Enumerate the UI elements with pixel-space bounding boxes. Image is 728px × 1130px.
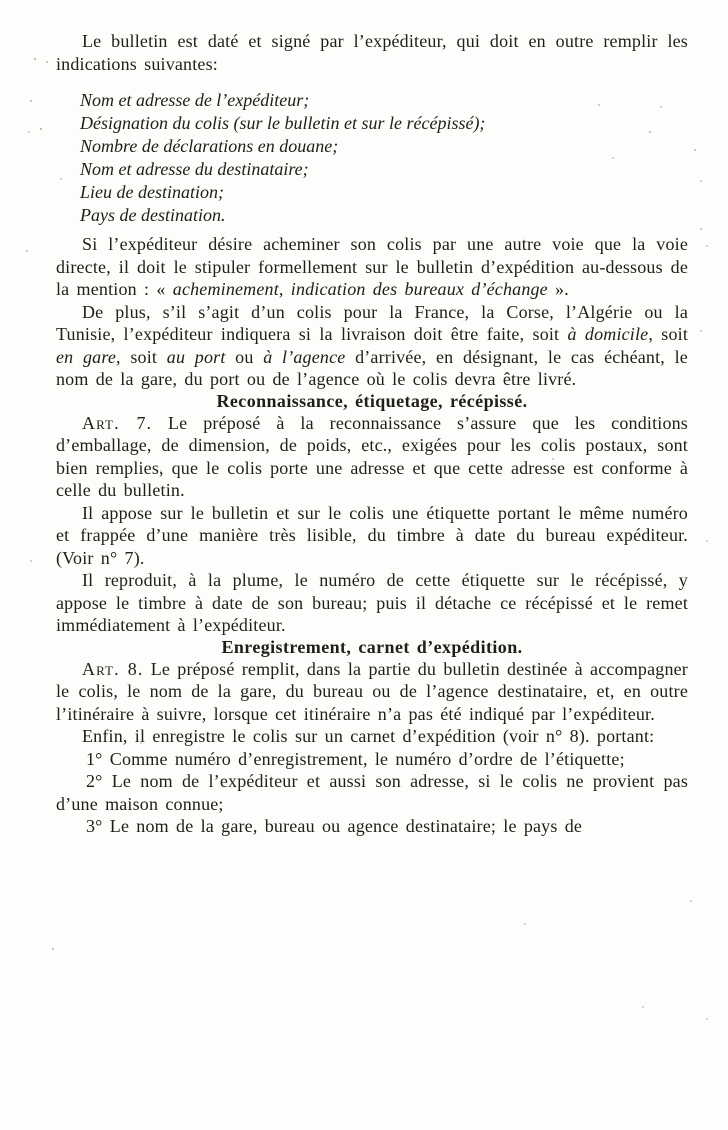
list-item-pays: Pays de destination. [80,205,226,225]
italic-segment: à domicile [567,324,649,344]
text-segment: , soit [116,346,167,367]
section-heading-reconnaissance: Reconnaissance, étiquetage, récépissé. [216,390,528,411]
paragraph-etiquette [56,502,688,570]
text-segment: ou [225,346,264,367]
text-segment: Le nom de l’expéditeur et aussi son adresse, si le colis ne provient pas d’une maison connue; [56,771,688,814]
section-heading-enregistrement: Enregistrement, carnet d’expédition. [221,636,523,657]
text-segment: De plus, s’il s’agit d’un colis pour la France, la Corse, l’Algérie ou la Tunisie, l’expéditeur indiquera si la livraison doit être faite, soit [56,301,688,344]
list-item-expediteur: Nom et adresse de l’expéditeur; [80,90,310,110]
text-segment: d’arrivée, en désignant, le cas échéant, le nom de la gare, du port ou de l’agence où le colis devra être livré. [56,346,688,389]
text-segment: Enfin, il enregistre le colis sur un carnet d’expédition (voir n° 8). portant: [82,726,655,746]
text-segment: Il appose sur le bulletin et sur le colis une étiquette portant le même numéro et frappée d’une manière très lisible, du timbre à date du bureau expéditeur. (Voir n° 7). [56,502,688,568]
numbered-item-1 [56,748,688,771]
text-segment: Le préposé à la reconnaissance s’assure que les conditions d’emballage, de dimension, de poids, etc., exigées pour les colis postaux, sont bien remplies, que le colis porte une adresse et que cette adresse est conforme à celle du bulletin. [56,412,688,500]
paragraph-acheminement [56,233,688,301]
article-number: Art. 8. [82,658,144,679]
paragraph-recepisse [56,569,688,637]
text-segment: Si l’expéditeur désire acheminer son colis par une autre voie que la voie directe, il doit le stipuler formellement sur le bulletin d’expédition au-dessous de la mention : « [56,234,688,299]
list-item-designation: Désignation du colis (sur le bulletin et sur le récépissé); [80,113,486,133]
list-item-lieu: Lieu de destination; [80,182,224,202]
italic-segment: en gare [56,346,117,367]
text-segment: , soit [648,324,688,344]
paragraph-article-7 [56,412,688,502]
italic-segment: au port [166,346,226,367]
list-item-destinataire: Nom et adresse du destinataire; [80,159,309,179]
text-column [56,30,688,838]
numbered-item-3 [56,815,688,838]
paragraph-bulletin-signature [56,30,688,75]
italic-segment: acheminement, indication des bureaux d’échange [172,279,548,299]
text-segment: ». [547,279,569,299]
item-number: 2° [86,771,103,791]
paragraph-livraison [56,301,688,391]
indications-list [56,89,688,227]
item-number: 1° [86,748,103,769]
numbered-item-2 [56,770,688,815]
text-segment: Il reproduit, à la plume, le numéro de cette étiquette sur le récépissé, y appose le timbre à date de son bureau; puis il détache ce récépissé et le remet immédiatement à l’expéditeur. [56,570,688,635]
italic-segment: à l’agence [263,346,346,367]
item-number: 3° [86,816,103,836]
article-number: Art. 7. [82,412,153,433]
text-segment: Le préposé remplit, dans la partie du bulletin destinée à accompagner le colis, le nom de la gare, du bureau ou de l’agence destinataire, et, en outre l’itinéraire à suivre, lorsque cet itinéraire n’a pas été indiqué par l’expéditeur. [56,658,688,724]
text-segment: Le nom de la gare, bureau ou agence destinataire; le pays de [102,816,583,836]
paragraph-carnet [56,725,688,748]
text-segment: Comme numéro d’enregistrement, le numéro d’ordre de l’étiquette; [102,748,625,769]
list-item-declarations: Nombre de déclarations en douane; [80,136,339,156]
text-segment: Le bulletin est daté et signé par l’expéditeur, qui doit en outre remplir les indications suivantes: [56,31,688,74]
paragraph-article-8 [56,658,688,726]
